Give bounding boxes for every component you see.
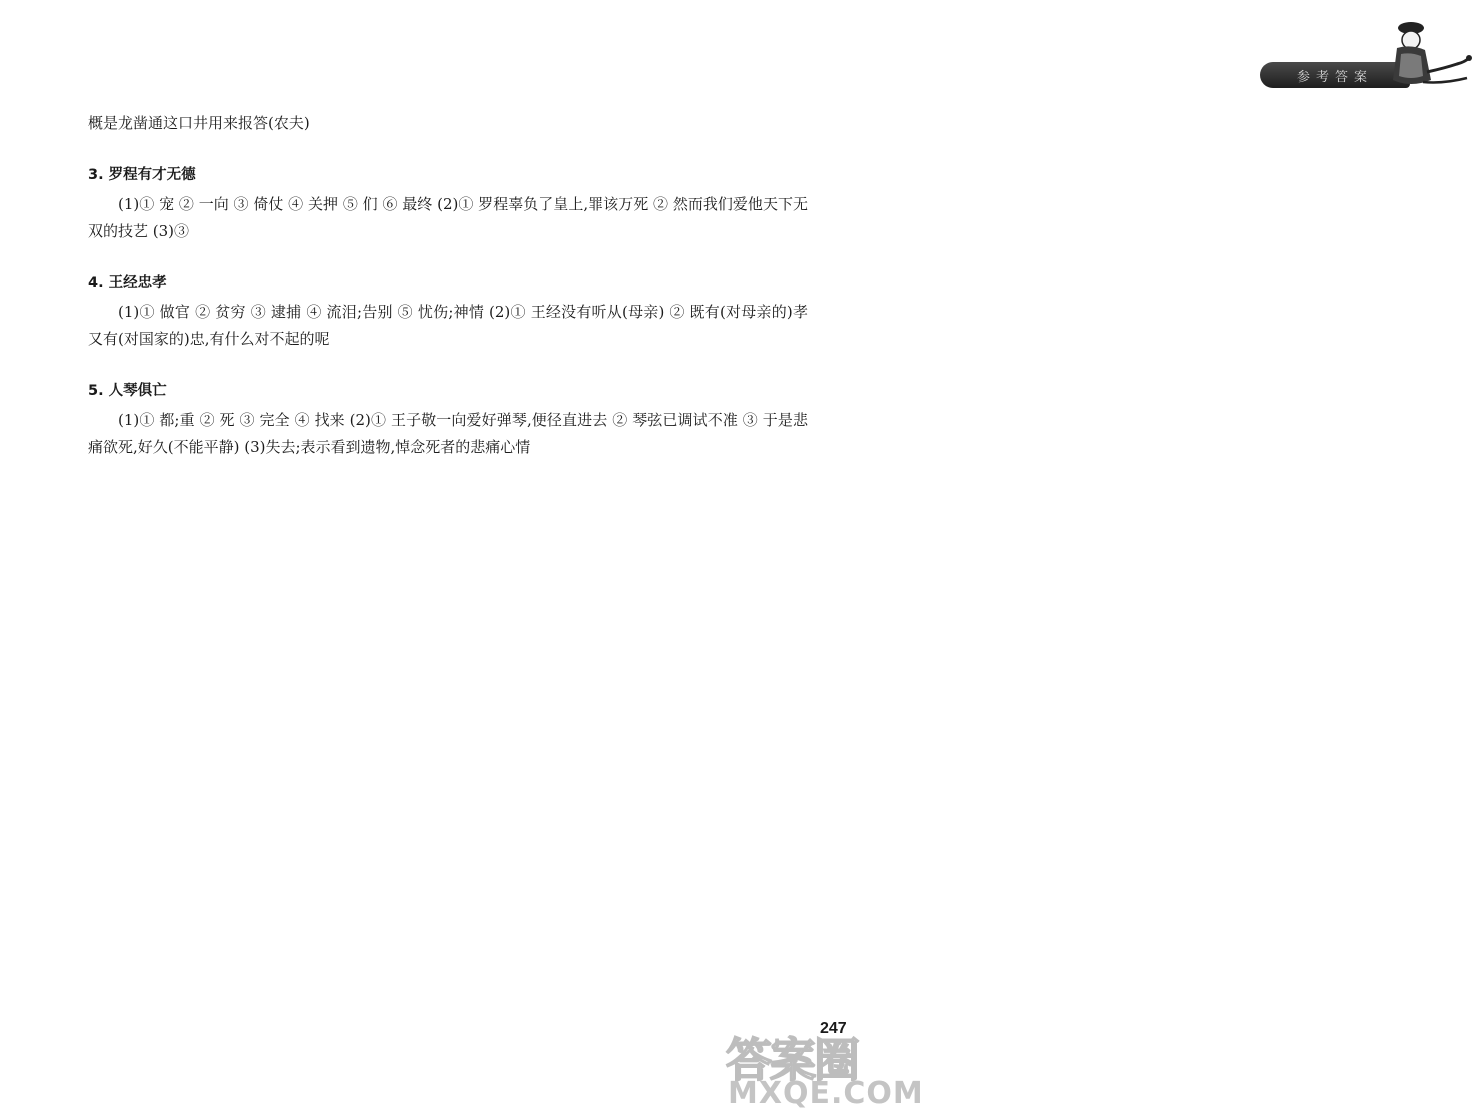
answer-content bbox=[88, 110, 808, 461]
section-body: (1)① 都;重 ② 死 ③ 完全 ④ 找来 (2)① 王子敬一向爱好弹琴,便径直进去 ② 琴弦已调试不准 ③ 于是悲痛欲死,好久(不能平静) (3)失去;表示看到遗物,悼念死者的悲痛心情 bbox=[88, 411, 808, 456]
section-3 bbox=[88, 162, 808, 245]
watermark-cn: 答案圈 bbox=[726, 1033, 858, 1087]
scholar-figure-icon bbox=[1383, 18, 1473, 90]
watermark bbox=[722, 1024, 924, 1112]
header-banner-text: 参考答案 bbox=[1296, 69, 1373, 85]
page-number: 247 bbox=[820, 1020, 847, 1037]
section-body: (1)① 宠 ② 一向 ③ 倚仗 ④ 关押 ⑤ 们 ⑥ 最终 (2)① 罗程辜负了皇上,罪该万死 ② 然而我们爱他天下无双的技艺 (3)③ bbox=[88, 195, 808, 240]
section-4 bbox=[88, 270, 808, 353]
section-title: 4. 王经忠孝 bbox=[88, 275, 167, 291]
watermark-en: MXQE.COM bbox=[728, 1076, 924, 1111]
section-body: (1)① 做官 ② 贫穷 ③ 逮捕 ④ 流泪;告别 ⑤ 忧伤;神情 (2)① 王经没有听从(母亲) ② 既有(对母亲的)孝又有(对国家的)忠,有什么对不起的呢 bbox=[88, 303, 808, 348]
section-title: 5. 人琴俱亡 bbox=[88, 383, 167, 399]
section-5 bbox=[88, 378, 808, 461]
intro-line: 概是龙凿通这口井用来报答(农夫) bbox=[88, 114, 310, 132]
header-ornament bbox=[628, 8, 1373, 86]
section-title: 3. 罗程有才无德 bbox=[88, 167, 196, 183]
